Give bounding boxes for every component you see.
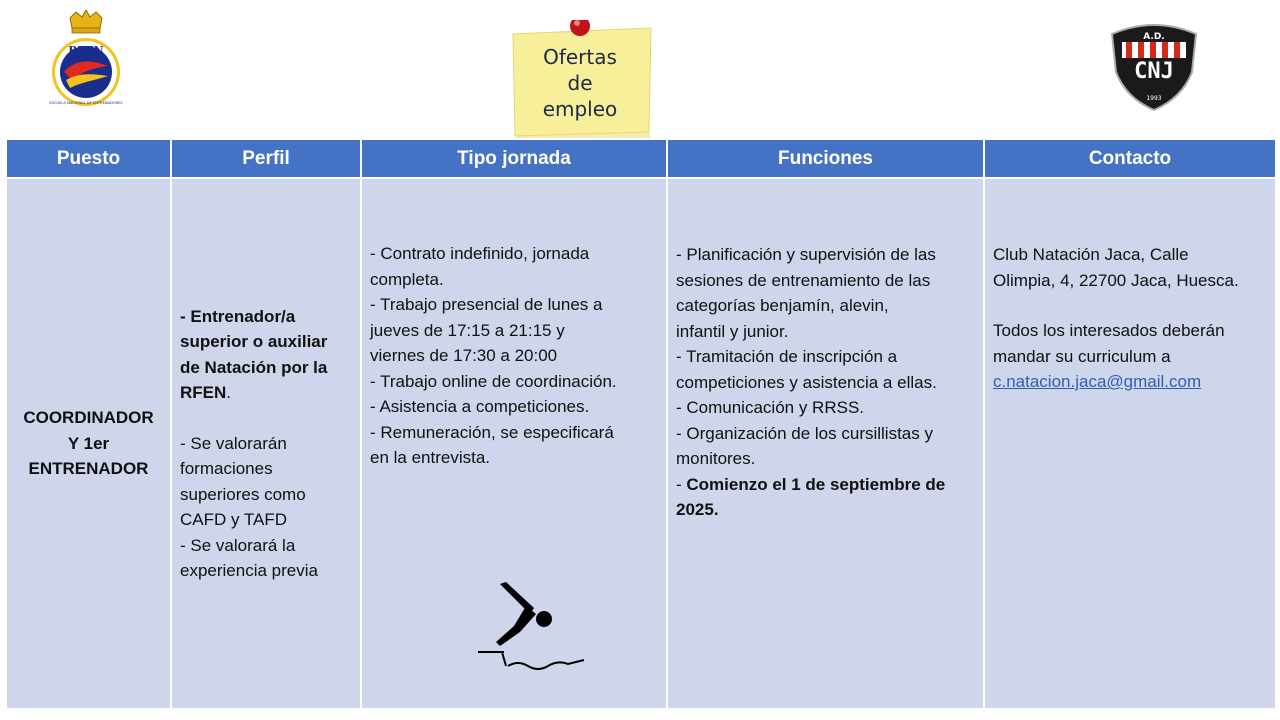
perfil-line: - Entrenador/a bbox=[180, 306, 296, 326]
note-line: de bbox=[567, 71, 593, 95]
rfen-logo-subtitle: ESCUELA NACIONAL DE ENTRENADORES bbox=[49, 101, 123, 105]
rfen-logo bbox=[36, 10, 136, 110]
swimmer-diving-icon bbox=[476, 582, 586, 672]
job-offer-table bbox=[5, 138, 1277, 710]
funciones-line: - Organización de los cursillistas y bbox=[676, 423, 933, 443]
funciones-line: categorías benjamín, alevin, bbox=[676, 296, 889, 315]
contacto-cell bbox=[984, 178, 1276, 709]
contact-note-line: Todos los interesados deberán bbox=[993, 321, 1225, 340]
jornada-line: - Contrato indefinido, jornada bbox=[370, 244, 590, 263]
job-offers-title bbox=[505, 44, 655, 122]
funciones-line: - Planificación y supervisión de las bbox=[676, 245, 936, 264]
funciones-cell bbox=[667, 178, 984, 709]
jornada-line: - Remuneración, se especificará bbox=[370, 422, 614, 442]
table-header-row bbox=[6, 139, 1276, 178]
jornada-line: en la entrevista. bbox=[370, 448, 491, 467]
perfil-line: RFEN bbox=[180, 383, 227, 402]
funciones-line: monitores. bbox=[676, 449, 756, 468]
perfil-line: de Natación por la bbox=[180, 357, 328, 377]
perfil-line: CAFD y TAFD bbox=[180, 510, 288, 529]
note-line: Ofertas bbox=[543, 45, 617, 69]
puesto-line: Y 1er bbox=[67, 433, 110, 453]
header-contacto: Contacto bbox=[984, 139, 1276, 178]
jornada-line: - Asistencia a competiciones. bbox=[370, 397, 590, 416]
crown-icon bbox=[70, 10, 102, 33]
note-line: empleo bbox=[542, 97, 618, 121]
funciones-line: competiciones y asistencia a ellas. bbox=[676, 372, 937, 392]
funciones-final-prefix: - bbox=[676, 474, 687, 494]
header-perfil: Perfil bbox=[171, 139, 361, 178]
header-puesto: Puesto bbox=[6, 139, 171, 178]
contact-address-line: Olimpia, 4, 22700 Jaca, Huesca. bbox=[993, 270, 1239, 290]
perfil-line: - Se valorará la bbox=[180, 535, 296, 555]
funciones-line: sesiones de entrenamiento de las bbox=[676, 270, 931, 290]
perfil-line: superiores como bbox=[180, 484, 306, 504]
table-row bbox=[6, 178, 1276, 709]
cnj-logo-text: CNJ bbox=[1134, 59, 1174, 84]
cnj-logo-top: A.D. bbox=[1143, 32, 1165, 42]
funciones-line: - Comunicación y RRSS. bbox=[676, 398, 865, 417]
jornada-line: viernes de 17:30 a 20:00 bbox=[370, 346, 558, 365]
jornada-line: completa. bbox=[370, 269, 444, 289]
header-funciones: Funciones bbox=[667, 139, 984, 178]
cnj-logo-year: 1993 bbox=[1146, 95, 1162, 102]
start-date-line: Comienzo el 1 de septiembre de bbox=[686, 474, 946, 494]
contact-address-line: Club Natación Jaca, Calle bbox=[993, 245, 1189, 264]
start-date-line: 2025. bbox=[676, 500, 719, 519]
funciones-line: - Tramitación de inscripción a bbox=[676, 347, 898, 366]
rfen-logo-text: RFEN bbox=[68, 44, 104, 57]
cnj-logo bbox=[1108, 20, 1200, 112]
perfil-period: . bbox=[226, 383, 232, 402]
funciones-line: infantil y junior. bbox=[676, 321, 789, 341]
jornada-line: - Trabajo online de coordinación. bbox=[370, 371, 617, 391]
contact-note-line: mandar su curriculum a bbox=[993, 346, 1171, 366]
perfil-line: experiencia previa bbox=[180, 561, 318, 580]
puesto-line: ENTRENADOR bbox=[28, 459, 149, 479]
puesto-cell bbox=[6, 178, 171, 709]
perfil-line: superior o auxiliar bbox=[180, 332, 328, 351]
jornada-line: - Trabajo presencial de lunes a bbox=[370, 295, 603, 314]
header-tipo-jornada: Tipo jornada bbox=[361, 139, 667, 178]
perfil-cell bbox=[171, 178, 361, 709]
perfil-line: - Se valorarán bbox=[180, 433, 287, 453]
contact-email-link[interactable]: c.natacion.jaca@gmail.com bbox=[993, 372, 1202, 391]
jornada-line: jueves de 17:15 a 21:15 y bbox=[370, 320, 565, 340]
perfil-line: formaciones bbox=[180, 459, 273, 478]
puesto-line: COORDINADOR bbox=[23, 408, 154, 428]
